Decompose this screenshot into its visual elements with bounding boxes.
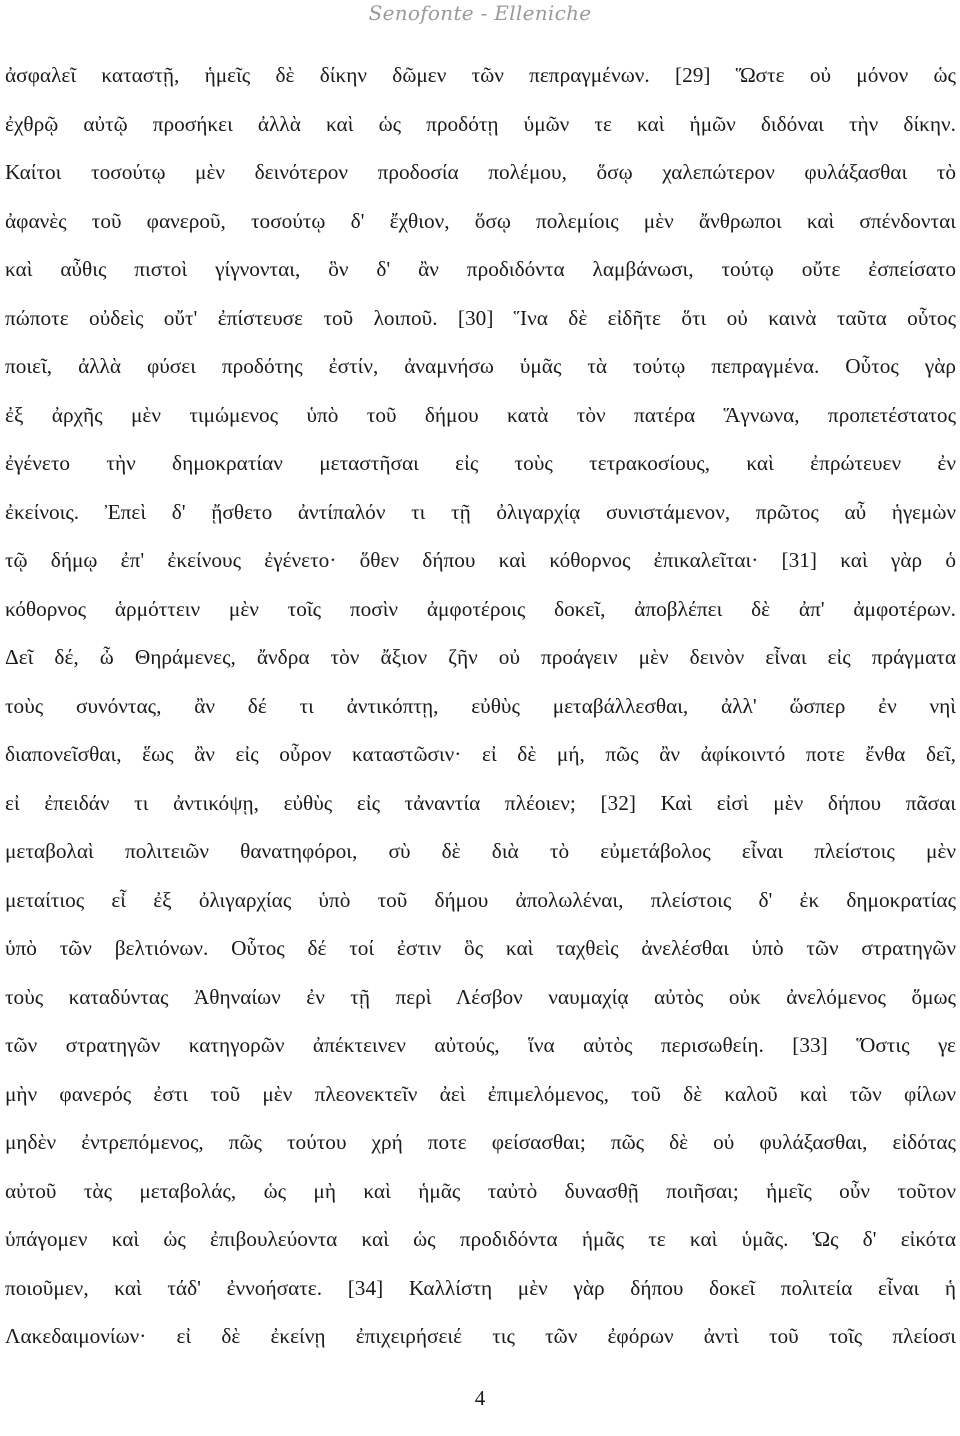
text-line: Καίτοι τοσούτῳ μὲν δεινότερον προδοσία πολέμου, ὅσῳ χαλεπώτερον φυλάξασθαι τὸ bbox=[5, 160, 956, 184]
text-line: ἐξ ἀρχῆς μὲν τιμώμενος ὑπὸ τοῦ δήμου κατὰ τὸν πατέρα Ἅγνωνα, προπετέστατος bbox=[5, 402, 956, 427]
page-number: 4 bbox=[474, 1386, 486, 1410]
text-line: καὶ αὖθις πιστοὶ γίγνονται, ὃν δ' ἂν προδιδόντα λαμβάνωσι, τούτῳ οὔτε ἐσπείσατο bbox=[5, 257, 956, 281]
text-line: ἐκείνοις. Ἐπεὶ δ' ᾔσθετο ἀντίπαλόν τι τῇ ὀλιγαρχίᾳ συνιστάμενον, πρῶτος αὖ ἡγεμὼν bbox=[5, 499, 956, 524]
text-line: μεταίτιος εἶ ἐξ ὀλιγαρχίας ὑπὸ τοῦ δήμου ἀπολωλέναι, πλείστοις δ' ἐκ δημοκρατίας bbox=[5, 887, 956, 912]
text-line: ὑπάγομεν καὶ ὡς ἐπιβουλεύοντα καὶ ὡς προδιδόντα ἡμᾶς τε καὶ ὑμᾶς. Ὡς δ' εἰκότα bbox=[5, 1227, 956, 1251]
text-line: μὴν φανερός ἐστι τοῦ μὲν πλεονεκτεῖν ἀεὶ ἐπιμελόμενος, τοῦ δὲ καλοῦ καὶ τῶν φίλων bbox=[5, 1081, 956, 1106]
text-line: τῷ δήμῳ ἐπ' ἐκείνους ἐγένετο· ὅθεν δήπου καὶ κόθορνος ἐπικαλεῖται· [31] καὶ γὰρ ὁ bbox=[5, 548, 956, 572]
running-title: Senofonte - Elleniche bbox=[368, 1, 592, 25]
text-line: ποιοῦμεν, καὶ τάδ' ἐννοήσατε. [34] Καλλίστη μὲν γὰρ δήπου δοκεῖ πολιτεία εἶναι ἡ bbox=[5, 1275, 956, 1300]
text-line: αὐτοῦ τὰς μεταβολάς, ὡς μὴ καὶ ἡμᾶς ταὐτὸ δυνασθῇ ποιῆσαι; ἡμεῖς οὖν τοῦτον bbox=[5, 1178, 956, 1203]
text-line: μεταβολαὶ πολιτειῶν θανατηφόροι, σὺ δὲ διὰ τὸ εὐμετάβολος εἶναι πλείστοις μὲν bbox=[5, 839, 956, 863]
text-line: Δεῖ δέ, ὦ Θηράμενες, ἄνδρα τὸν ἄξιον ζῆν οὐ προάγειν μὲν δεινὸν εἶναι εἰς πράγματα bbox=[5, 645, 956, 669]
text-line: πώποτε οὐδεὶς οὔτ' ἐπίστευσε τοῦ λοιποῦ. [30] Ἵνα δὲ εἰδῆτε ὅτι οὐ καινὰ ταῦτα οὗτος bbox=[5, 305, 956, 330]
text-line: Λακεδαιμονίων· εἰ δὲ ἐκείνῃ ἐπιχειρήσειέ τις τῶν ἐφόρων ἀντὶ τοῦ τοῖς πλείοσι bbox=[5, 1324, 956, 1348]
text-line: εἰ ἐπειδάν τι ἀντικόψῃ, εὐθὺς εἰς τἀναντία πλέοιεν; [32] Καὶ εἰσὶ μὲν δήπου πᾶσαι bbox=[5, 790, 956, 815]
text-line: ὑπὸ τῶν βελτιόνων. Οὗτος δέ τοί ἐστιν ὃς καὶ ταχθεὶς ἀνελέσθαι ὑπὸ τῶν στρατηγῶν bbox=[5, 936, 956, 960]
text-line: ἀσφαλεῖ καταστῇ, ἡμεῖς δὲ δίκην δῶμεν τῶν πεπραγμένων. [29] Ὥστε οὐ μόνον ὡς bbox=[5, 63, 956, 87]
text-line: διαπονεῖσθαι, ἕως ἂν εἰς οὖρον καταστῶσιν· εἰ δὲ μή, πῶς ἂν ἀφίκοιντό ποτε ἔνθα δεῖ, bbox=[5, 742, 956, 766]
text-line: μηδὲν ἐντρεπόμενος, πῶς τούτου χρή ποτε φείσασθαι; πῶς δὲ οὐ φυλάξασθαι, εἰδότας bbox=[5, 1130, 956, 1154]
text-line: ἀφανὲς τοῦ φανεροῦ, τοσούτῳ δ' ἔχθιον, ὅσῳ πολεμίοις μὲν ἄνθρωποι καὶ σπένδονται bbox=[5, 208, 956, 233]
text-line: τοὺς καταδύντας Ἀθηναίων ἐν τῇ περὶ Λέσβον ναυμαχίᾳ αὐτὸς οὐκ ἀνελόμενος ὅμως bbox=[5, 984, 956, 1009]
text-line: ἐγένετο τὴν δημοκρατίαν μεταστῆσαι εἰς τοὺς τετρακοσίους, καὶ ἐπρώτευεν ἐν bbox=[5, 451, 956, 475]
text-line: τοὺς συνόντας, ἂν δέ τι ἀντικόπτῃ, εὐθὺς μεταβάλλεσθαι, ἀλλ' ὥσπερ ἐν νηὶ bbox=[5, 693, 956, 718]
text-line: κόθορνος ἁρμόττειν μὲν τοῖς ποσὶν ἀμφοτέροις δοκεῖ, ἀποβλέπει δὲ ἀπ' ἀμφοτέρων. bbox=[5, 596, 956, 621]
text-line: τῶν στρατηγῶν κατηγορῶν ἀπέκτεινεν αὐτούς, ἵνα αὐτὸς περισωθείη. [33] Ὅστις γε bbox=[5, 1033, 956, 1057]
body-text bbox=[5, 58, 956, 1368]
text-line: ἐχθρῷ αὐτῷ προσήκει ἀλλὰ καὶ ὡς προδότῃ ὑμῶν τε καὶ ἡμῶν διδόναι τὴν δίκην. bbox=[5, 111, 956, 136]
text-line: ποιεῖ, ἀλλὰ φύσει προδότης ἐστίν, ἀναμνήσω ὑμᾶς τὰ τούτῳ πεπραγμένα. Οὗτος γὰρ bbox=[5, 354, 956, 378]
